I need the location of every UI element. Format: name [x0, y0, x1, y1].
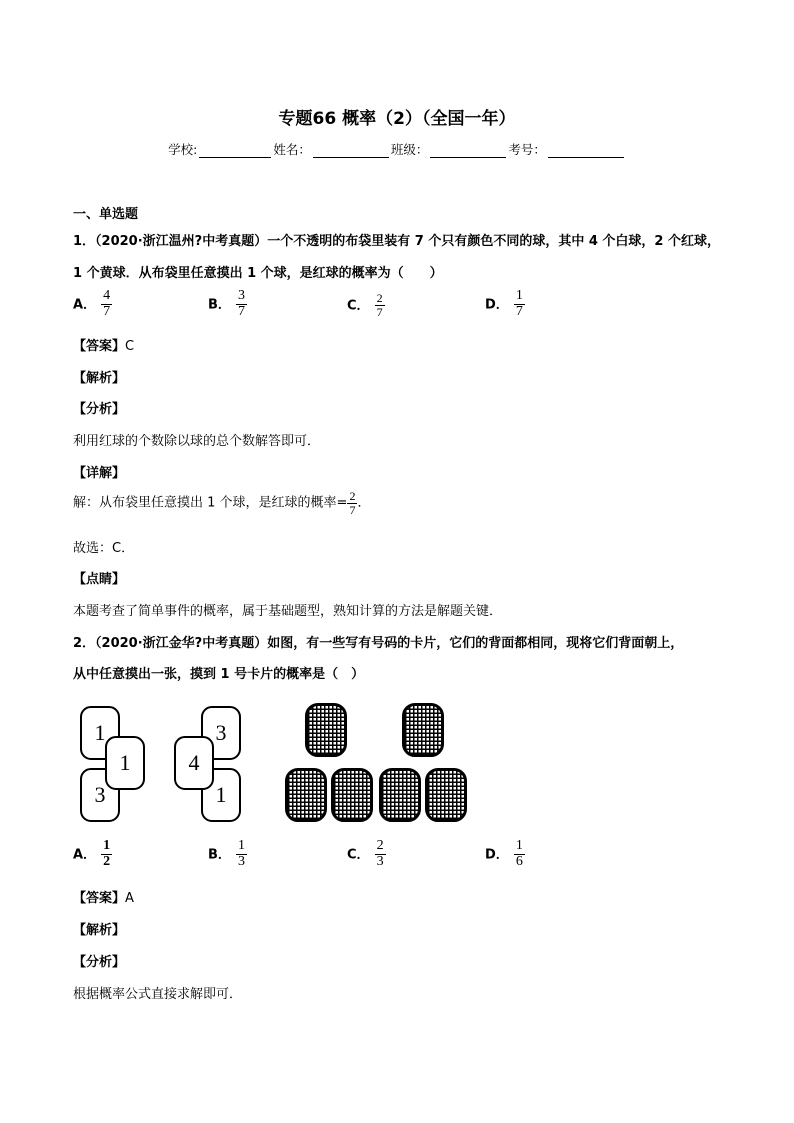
q2-source: （2020·浙江金华?中考真题） [95, 636, 268, 651]
fraction-denominator: 3 [238, 853, 246, 869]
q2-answer-value: A [125, 891, 134, 906]
fraction-denominator: 7 [349, 502, 356, 517]
class-label: 班级： [390, 142, 429, 157]
q2-line1 [73, 632, 683, 651]
q1-dianjing-text: 本题考查了简单事件的概率，属于基础题型，熟知计算的方法是解题关键． [73, 604, 503, 619]
student-info-line [0, 140, 794, 158]
q1-xiangjie-text: 解：从布袋里任意摸出 1 个球，是红球的概率= [73, 495, 348, 511]
q1-option-a [73, 289, 112, 319]
q2-option-d [485, 839, 525, 869]
number-blank [548, 144, 624, 158]
fraction-numerator: 1 [103, 838, 111, 853]
q1-option-d [485, 289, 525, 319]
card-back [331, 768, 373, 822]
school-blank [199, 144, 271, 158]
name-blank [313, 144, 389, 158]
q2-answer-label: 【答案】 [73, 891, 126, 906]
q1-option-c-fraction [375, 292, 385, 318]
q1-option-d-label: D． [485, 297, 509, 313]
fraction-denominator: 7 [238, 303, 246, 319]
fraction-denominator: 7 [376, 304, 383, 319]
q1-fenxi-label: 【分析】 [73, 402, 126, 417]
q1-text-1: 一个不透明的布袋里装有 7 个只有颜色不同的球，其中 4 个白球，2 个红球， [267, 234, 720, 249]
q1-number: 1． [73, 234, 96, 249]
q1-option-b-label: B． [208, 297, 231, 313]
q1-option-a-fraction [101, 289, 112, 319]
section-title: 一、单选题 [73, 207, 139, 222]
fraction-numerator: 1 [515, 288, 523, 303]
card-front: 1 [80, 706, 120, 760]
card-back [285, 768, 327, 822]
fraction-denominator: 3 [376, 853, 384, 869]
q1-dianjing-label: 【点睛】 [73, 572, 126, 587]
q1-xiangjie-end: ． [357, 495, 371, 511]
fraction-numerator: 2 [349, 489, 356, 503]
card-front: 1 [201, 768, 241, 822]
q2-option-a [73, 839, 112, 869]
q1-option-d-fraction [514, 289, 525, 319]
q1-xiangjie-label: 【详解】 [73, 466, 126, 481]
q1-choose-text: 故选：C． [73, 541, 135, 556]
card-front: 3 [80, 768, 120, 822]
q1-analysis-label: 【解析】 [73, 371, 126, 386]
fraction-numerator: 2 [376, 838, 384, 853]
fraction-numerator: 1 [238, 838, 246, 853]
fraction-denominator: 2 [103, 853, 111, 869]
q1-option-b-fraction [236, 289, 247, 319]
fraction-numerator: 3 [238, 288, 246, 303]
document-title: 专题66 概率（2）（全国一年） [278, 109, 516, 129]
name-label: 姓名： [273, 142, 311, 157]
fraction-denominator: 6 [515, 853, 523, 869]
q1-answer-label: 【答案】 [73, 339, 126, 354]
q2-option-c [347, 839, 386, 869]
q1-option-c [347, 292, 385, 318]
q1-xiangjie-fraction [347, 490, 357, 516]
q1-fenxi-text: 利用红球的个数除以球的总个数解答即可． [73, 434, 321, 449]
q2-option-a-fraction [101, 839, 112, 869]
q2-option-d-label: D． [485, 847, 509, 863]
q2-option-a-label: A． [73, 847, 97, 863]
q1-option-a-label: A． [73, 297, 97, 313]
card-back [305, 703, 347, 757]
q2-analysis-label: 【解析】 [73, 923, 126, 938]
card-back [379, 768, 421, 822]
q2-option-b-label: B． [208, 847, 231, 863]
school-label: 学校: [168, 142, 198, 157]
q2-text-1: 如图，有一些写有号码的卡片，它们的背面都相同，现将它们背面朝上， [267, 636, 684, 651]
card-front: 3 [201, 706, 241, 760]
fraction-numerator: 1 [515, 838, 523, 853]
q1-line2: 1 个黄球．从布袋里任意摸出 1 个球，是红球的概率为（ ） [73, 266, 443, 281]
fraction-denominator: 7 [103, 303, 111, 319]
q2-line2: 从中任意摸出一张，摸到 1 号卡片的概率是（ ） [73, 667, 365, 682]
q2-option-d-fraction [514, 839, 525, 869]
number-label: 考号： [508, 142, 546, 157]
q2-number: 2． [73, 636, 96, 651]
card-back [425, 768, 467, 822]
q1-source: （2020·浙江温州?中考真题） [95, 234, 268, 249]
fraction-numerator: 2 [376, 291, 383, 305]
card-front: 4 [174, 736, 214, 790]
q1-answer [73, 335, 134, 354]
q1-xiangjie-line [73, 490, 370, 516]
q1-option-b [208, 289, 247, 319]
card-front: 1 [105, 736, 145, 790]
q2-option-c-fraction [375, 839, 386, 869]
q2-option-b [208, 839, 247, 869]
class-blank [430, 144, 506, 158]
card-back [402, 703, 444, 757]
fraction-numerator: 4 [103, 288, 111, 303]
q1-option-c-label: C． [347, 298, 370, 314]
fraction-denominator: 7 [515, 303, 523, 319]
q2-answer [73, 887, 134, 906]
q1-answer-value: C [125, 339, 135, 354]
q2-fenxi-text: 根据概率公式直接求解即可． [73, 987, 243, 1002]
q2-option-b-fraction [236, 839, 247, 869]
q2-fenxi-label: 【分析】 [73, 955, 126, 970]
q1-line1 [73, 230, 720, 249]
q2-option-c-label: C． [347, 847, 370, 863]
